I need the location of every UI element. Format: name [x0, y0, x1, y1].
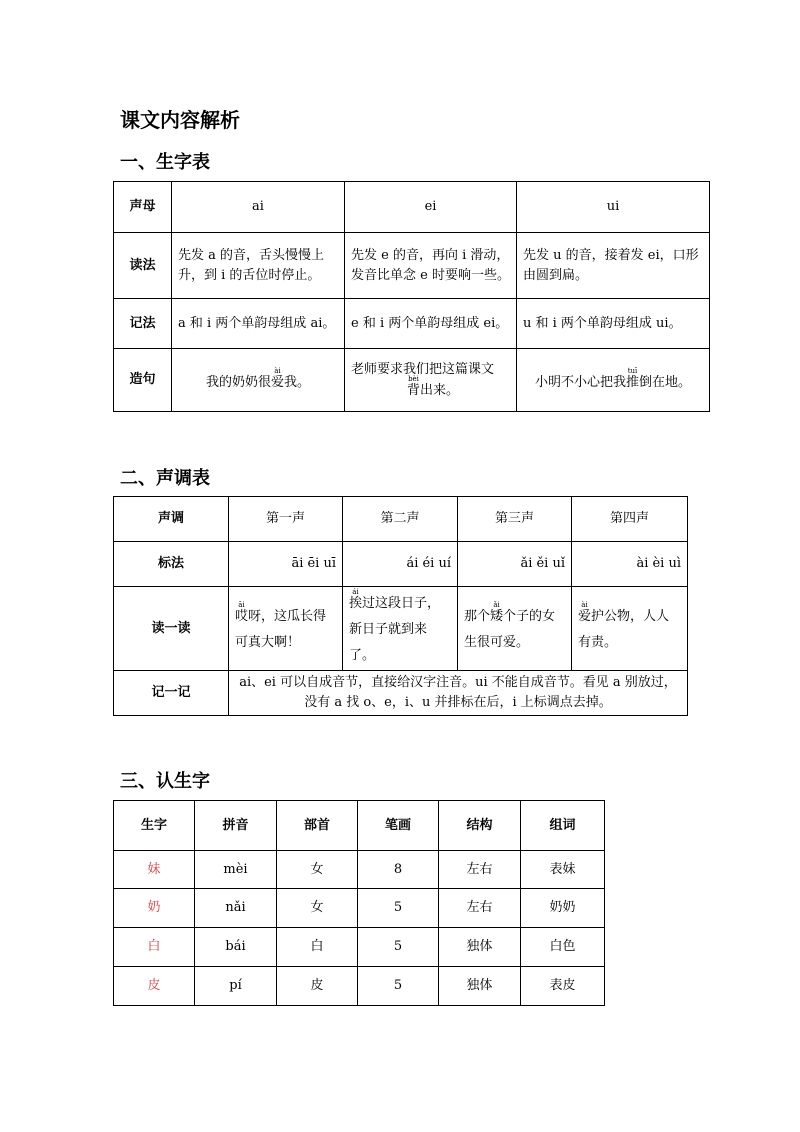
ruby-char: 爱ài [270, 367, 284, 390]
section-heading-1: 一、生字表 [120, 152, 210, 173]
table-row [114, 233, 710, 299]
note-cell: ai、ei 可以自成音节，直接给汉字注音。ui 不能自成音节。看见 a 别放过，没有 a 找 o、e，i、u 并排标在后，i 上标调点去掉。 [229, 671, 688, 716]
ruby-char: 挨ái [349, 588, 363, 611]
table-row [114, 671, 688, 716]
table-cell: 5 [358, 967, 439, 1006]
text: 那个 [464, 609, 491, 624]
table-cell: nǎi [195, 889, 277, 928]
table-row [114, 801, 605, 851]
table-cell: 皮 [277, 967, 358, 1006]
row-label: 记一记 [114, 671, 229, 716]
table-row [114, 967, 605, 1006]
table-row [114, 349, 710, 412]
table-initials [113, 181, 710, 412]
header-cell: 部首 [277, 801, 358, 851]
table-cell: 奶奶 [521, 889, 605, 928]
table-cell [343, 587, 458, 671]
header-cell: 第二声 [343, 497, 458, 542]
text: 出来。 [420, 382, 460, 398]
char-cell: 妹 [114, 851, 195, 889]
header-cell: 生字 [114, 801, 195, 851]
table-cell: a 和 i 两个单韵母组成 ai。 [172, 299, 345, 349]
table-row [114, 851, 605, 889]
table-cell: 女 [277, 851, 358, 889]
char-cell: 白 [114, 928, 195, 967]
table-cell: 8 [358, 851, 439, 889]
table-row [114, 542, 688, 587]
table-cell [572, 587, 688, 671]
table-cell [458, 587, 572, 671]
header-cell: 第一声 [229, 497, 343, 542]
table-cell: 左右 [439, 851, 521, 889]
header-cell: 结构 [439, 801, 521, 851]
table-cell [172, 349, 345, 412]
ruby-char: 推tuī [625, 367, 639, 390]
char-cell: 奶 [114, 889, 195, 928]
header-cell: 第三声 [458, 497, 572, 542]
table-cell: e 和 i 两个单韵母组成 ei。 [345, 299, 517, 349]
table-row [114, 889, 605, 928]
text: 呀，这瓜长得可真大啊！ [235, 609, 327, 650]
row-label: 造句 [114, 349, 172, 412]
header-cell: 笔画 [358, 801, 439, 851]
table-cell: 白 [277, 928, 358, 967]
table-cell: 表皮 [521, 967, 605, 1006]
table-cell: 独体 [439, 928, 521, 967]
table-cell: 先发 u 的音，接着发 ei，口形由圆到扁。 [517, 233, 710, 299]
table-row [114, 587, 688, 671]
table-cell: ài èi uì [572, 542, 688, 587]
text: 我。 [284, 375, 311, 390]
table-cell: 白色 [521, 928, 605, 967]
table-row [114, 182, 710, 233]
table-cell: 女 [277, 889, 358, 928]
header-cell: 拼音 [195, 801, 277, 851]
table-characters [113, 800, 605, 1006]
text: 个子的女生很可爱。 [464, 609, 556, 650]
table-cell: u 和 i 两个单韵母组成 ui。 [517, 299, 710, 349]
table-row [114, 299, 710, 349]
table-cell: pí [195, 967, 277, 1006]
section-heading-2: 二、声调表 [120, 468, 210, 489]
section-heading-3: 三、认生字 [120, 771, 210, 792]
ruby-char: 爱ài [578, 601, 592, 624]
table-cell: 独体 [439, 967, 521, 1006]
ruby-char: 哎āi [235, 601, 249, 624]
table-cell: bái [195, 928, 277, 967]
header-cell: ui [517, 182, 710, 233]
char-cell: 皮 [114, 967, 195, 1006]
table-cell: ǎi ěi uǐ [458, 542, 572, 587]
header-cell: ei [345, 182, 517, 233]
table-cell: 5 [358, 928, 439, 967]
table-row [114, 497, 688, 542]
row-label: 声母 [114, 182, 172, 233]
row-label: 读法 [114, 233, 172, 299]
table-cell: 5 [358, 889, 439, 928]
row-label: 声调 [114, 497, 229, 542]
table-tones [113, 496, 688, 716]
table-cell: 左右 [439, 889, 521, 928]
text: 护公物，人人有责。 [578, 609, 670, 650]
table-cell: āi ēi uī [229, 542, 343, 587]
table-row [114, 928, 605, 967]
row-label: 读一读 [114, 587, 229, 671]
table-cell: 表妹 [521, 851, 605, 889]
header-cell: 组词 [521, 801, 605, 851]
ruby-char: 矮ǎi [490, 601, 504, 624]
text: 小明不小心把我 [534, 375, 626, 390]
text: 老师要求我们把这篇课文 [351, 361, 495, 377]
table-cell [229, 587, 343, 671]
text: 倒在地。 [639, 375, 692, 390]
text: 过这段日子，新日子就到来了。 [349, 596, 441, 663]
row-label: 记法 [114, 299, 172, 349]
ruby-char: 背bèi [407, 374, 421, 398]
row-label: 标法 [114, 542, 229, 587]
header-cell: ai [172, 182, 345, 233]
table-cell: ái éi uí [343, 542, 458, 587]
header-cell: 第四声 [572, 497, 688, 542]
table-cell: 先发 a 的音，舌头慢慢上升，到 i 的舌位时停止。 [172, 233, 345, 299]
text: 我的奶奶很 [205, 375, 271, 390]
table-cell: 先发 e 的音，再向 i 滑动，发音比单念 e 时要响一些。 [345, 233, 517, 299]
table-cell: mèi [195, 851, 277, 889]
table-cell [517, 349, 710, 412]
table-cell [345, 349, 517, 412]
page-title: 课文内容解析 [120, 108, 240, 132]
